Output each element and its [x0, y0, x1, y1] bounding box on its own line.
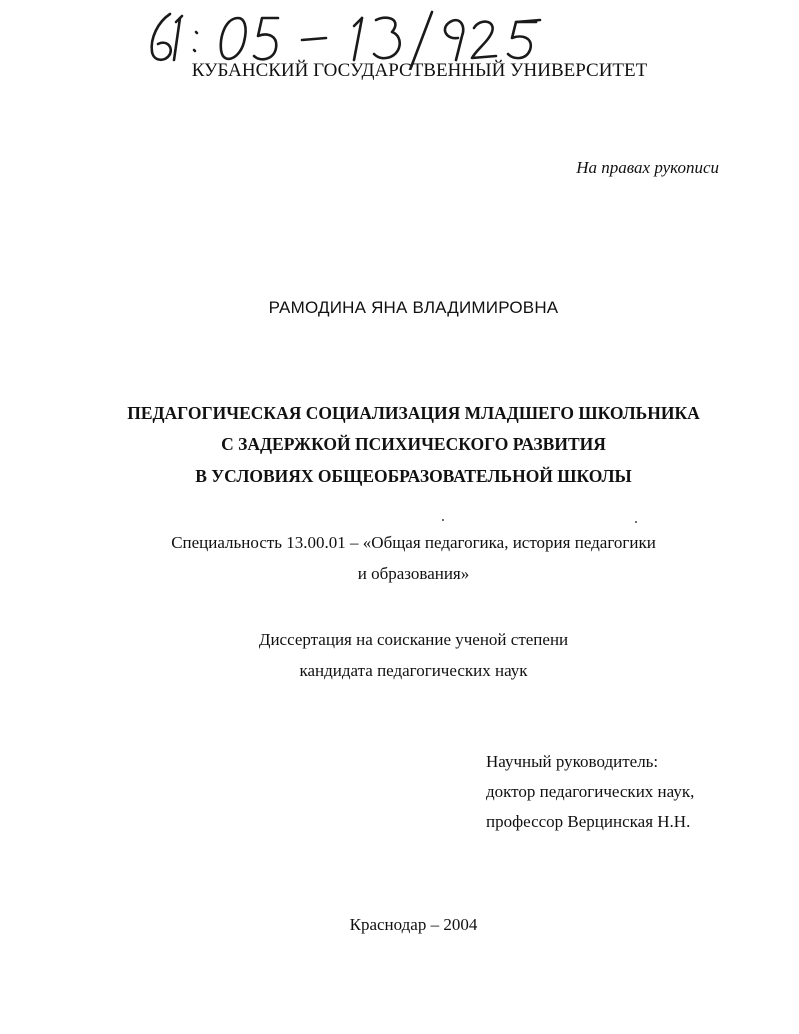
city-year: Краснодар – 2004 [349, 915, 478, 934]
dissertation-line-1: Диссертация на соискание ученой степени [258, 630, 569, 649]
title-line-1: ПЕДАГОГИЧЕСКАЯ СОЦИАЛИЗАЦИЯ МЛАДШЕГО ШКОЛЬНИКА [127, 403, 700, 423]
scan-speck [442, 519, 444, 521]
specialty-line-1: Специальность 13.00.01 – «Общая педагогика, история педагогики [171, 533, 656, 552]
specialty-line-2: и образования» [357, 564, 470, 583]
scan-speck [635, 521, 637, 523]
supervisor-degree: доктор педагогических наук, [486, 782, 695, 801]
university-name: КУБАНСКИЙ ГОСУДАРСТВЕННЫЙ УНИВЕРСИТЕТ [191, 60, 648, 81]
supervisor-heading: Научный руководитель: [486, 752, 659, 771]
author-name: РАМОДИНА ЯНА ВЛАДИМИРОВНА [268, 298, 559, 317]
title-line-3: В УСЛОВИЯХ ОБЩЕОБРАЗОВАТЕЛЬНОЙ ШКОЛЫ [195, 466, 632, 486]
manuscript-rights-note: На правах рукописи [576, 158, 719, 177]
dissertation-line-2: кандидата педагогических наук [299, 661, 528, 680]
supervisor-name: профессор Верцинская Н.Н. [486, 812, 691, 831]
title-line-2: С ЗАДЕРЖКОЙ ПСИХИЧЕСКОГО РАЗВИТИЯ [221, 434, 606, 454]
